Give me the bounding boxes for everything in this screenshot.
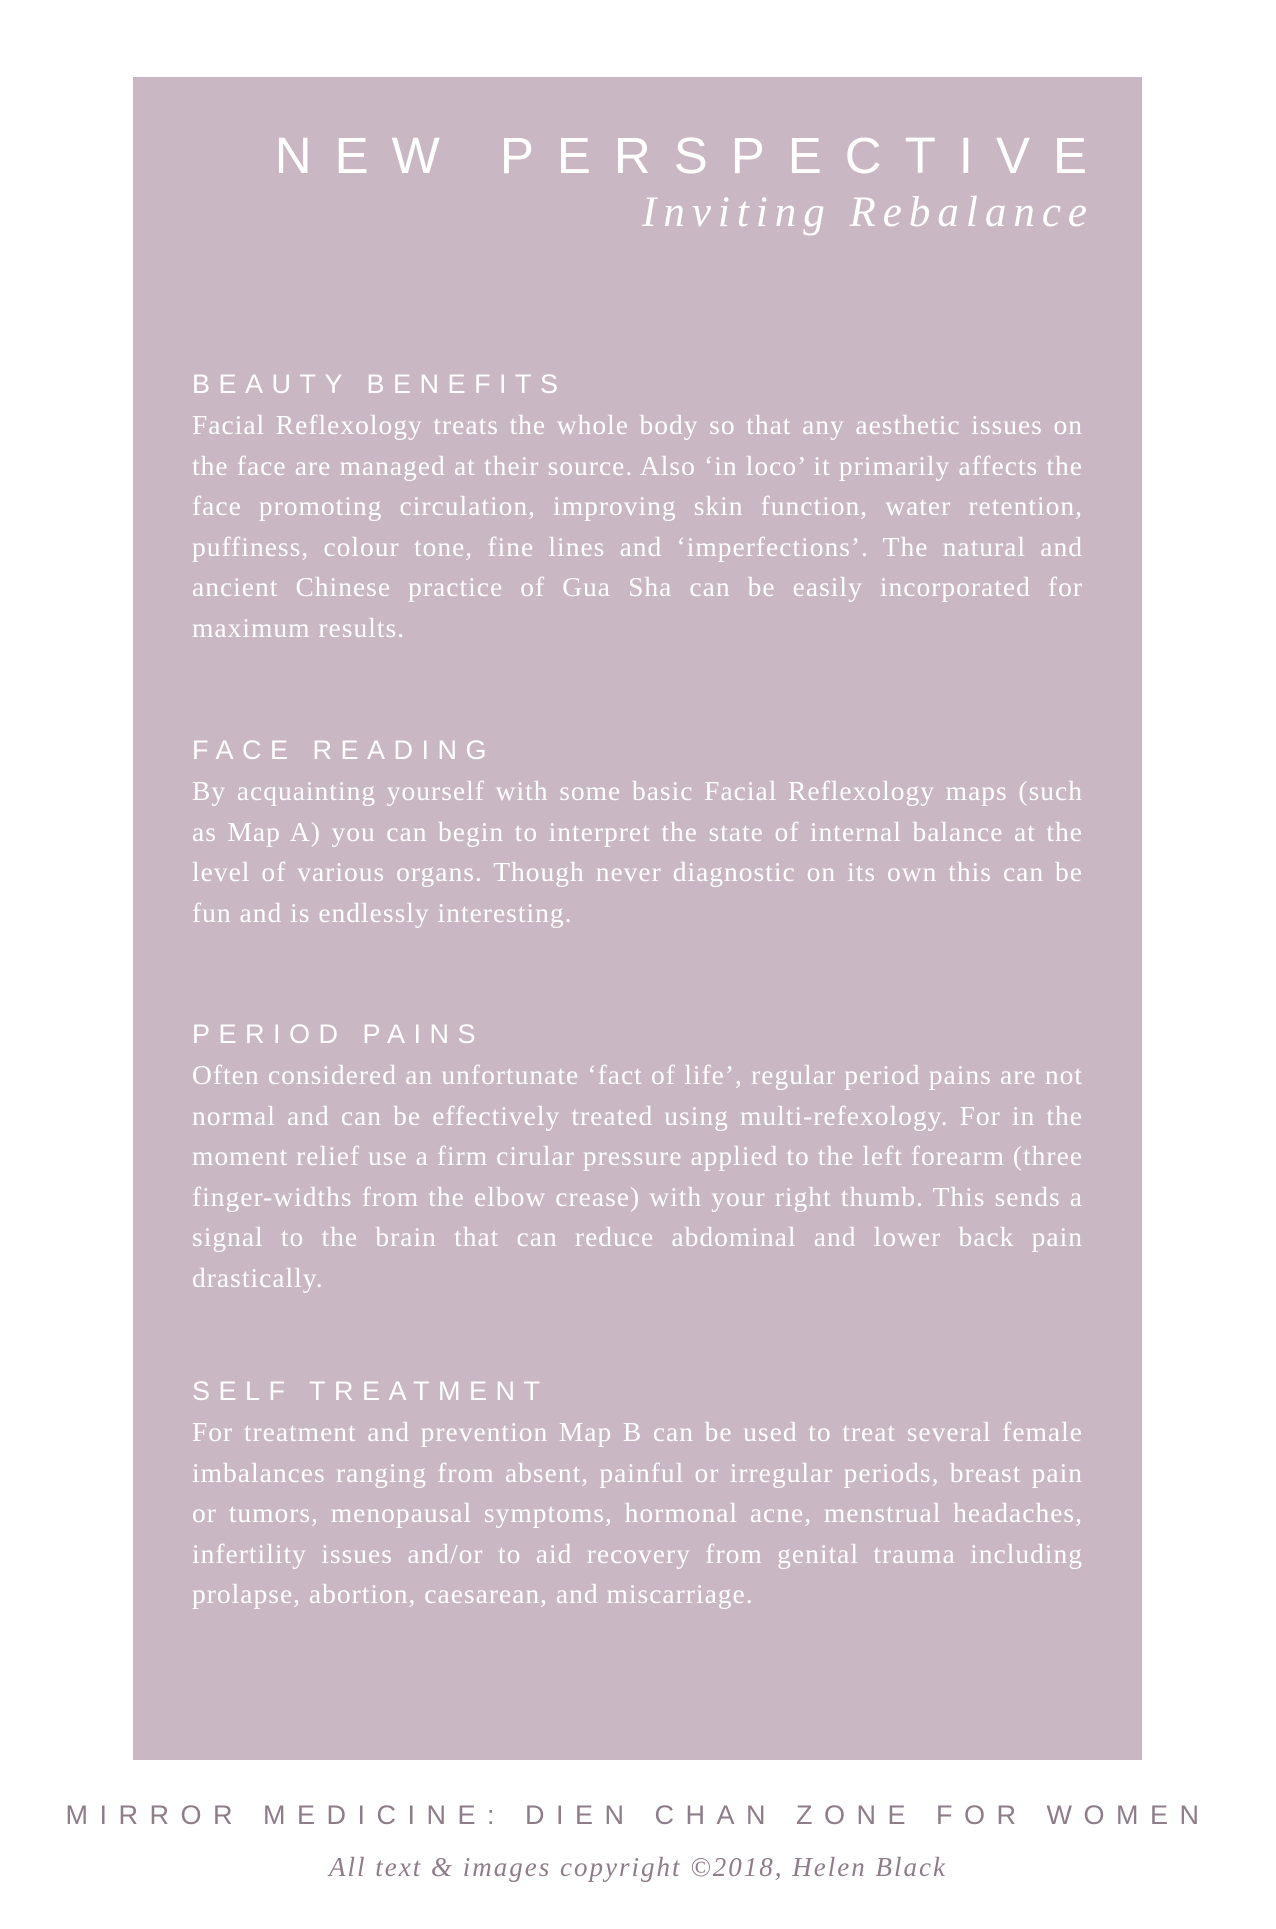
section-body: By acquainting yourself with some basic Facial Reflexology maps (such as Map A) you can begin to interpret the state of internal balance at the level of various organs. Though never diagnostic on its own this can be fun and is endlessly interesting. bbox=[192, 775, 1083, 928]
section-period-pains bbox=[192, 1015, 1083, 1299]
section-body: For treatment and prevention Map B can be used to treat several female imbalances ranging from absent, painful or irregular periods, breast pain or tumors, menopausal symptoms, hormonal acne, menstrual headaches, infertility issues and/or to aid recovery from genital trauma including prolapse, abortion, caesarean, and miscarriage. bbox=[192, 1416, 1083, 1610]
section-heading: PERIOD PAINS bbox=[192, 1019, 485, 1049]
section-heading: BEAUTY BENEFITS bbox=[192, 369, 567, 399]
section-body: Facial Reflexology treats the whole body so that any aesthetic issues on the face are managed at their source. Also ‘in loco’ it primarily affects the face promoting circulation, improving skin function, water retention, puffiness, colour tone, fine lines and ‘imperfections’. The natural and ancient Chinese practice of Gua Sha can be easily incorporated for maximum results. bbox=[192, 409, 1083, 643]
page-header bbox=[274, 125, 1110, 241]
page-subtitle: Inviting Rebalance bbox=[642, 189, 1094, 236]
section-self-treatment bbox=[192, 1372, 1083, 1615]
section-heading: FACE READING bbox=[192, 735, 496, 765]
section-face-reading bbox=[192, 731, 1083, 933]
section-heading: SELF TREATMENT bbox=[192, 1376, 549, 1406]
content-panel bbox=[133, 77, 1142, 1760]
footer-title: MIRROR MEDICINE: DIEN CHAN ZONE FOR WOMEN bbox=[65, 1800, 1211, 1830]
footer-copyright: All text & images copyright ©2018, Helen Black bbox=[329, 1852, 947, 1882]
page-title: NEW PERSPECTIVE bbox=[274, 127, 1110, 184]
section-body: Often considered an unfortunate ‘fact of life’, regular period pains are not normal and can be effectively treated using multi-refexology. For in the moment relief use a firm cirular pressure applied to the left forearm (three finger-widths from the elbow crease) with your right thumb. This sends a signal to the brain that can reduce abdominal and lower back pain drastically. bbox=[192, 1059, 1083, 1293]
section-beauty-benefits bbox=[192, 365, 1083, 649]
